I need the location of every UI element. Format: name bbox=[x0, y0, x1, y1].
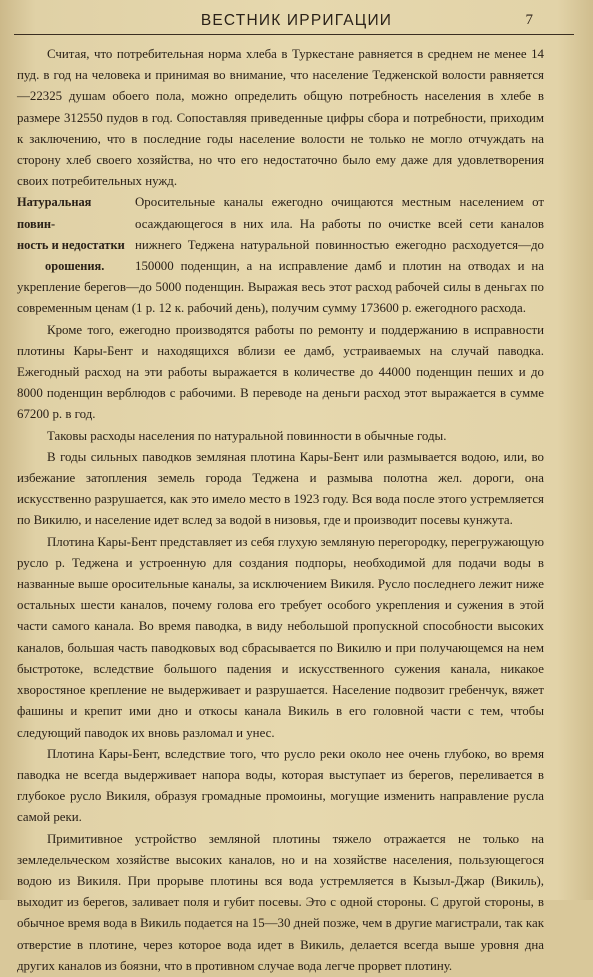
section-natural-duty bbox=[17, 192, 544, 319]
side-heading-line: орошения. bbox=[45, 259, 105, 274]
paragraph-summary-costs: Таковы расходы населения по натуральной повинности в обычные годы. bbox=[47, 428, 447, 443]
paragraph-flood-years: В годы сильных паводков земляная плотина Кары-Бент или размывается водою, или, во избежание затопления земель города Теджена и размыва полотна жел. дороги, она искусственно разрушается, как это имело место в 1923 году. Вся вода после этого устремляется по Викилю, и население идет вслед за водой в низовья, где и производит посевы кунжута. bbox=[17, 449, 544, 528]
paragraph-bread-consumption: Считая, что потребительная норма хлеба в Туркестане равняется в среднем не менее 14 пуд. в год на человека и принимая во внимание, что население Тедженской волости равняется—22325 душам обоего пола, можно определить общую потребность населения в хлебе в размере 312550 пудов в год. Сопоставляя приведенные цифры сбора и потребности, приходим к заключению, что в последние годы население волости не только не могло отчуждать на сторону хлеб своего хозяйства, но что его недостаточно было ему даже для удовлетворения своих потребительных нужд. bbox=[17, 47, 544, 189]
paragraph-canal-cleaning: Оросительные каналы ежегодно очищаются местным населением от осаждающегося в них ила. На работы по очистке всей сети каналов нижнего Теджена натуральной повинностью ежегодно расходуется—до 150000 поденщин, а на исправление дамб и плотин на отводах и на укрепление берегов—до 5000 поденщин. Выражая весь этот расход рабочей силы в деньгах по современным ценам (1 р. 12 к. рабочий день), получим сумму 173600 р. ежегодного расхода. bbox=[17, 195, 544, 316]
running-header bbox=[0, 12, 593, 34]
paragraph-primitive-dam: Примитивное устройство земляной плотины тяжело отражается не только на земледельческом хозяйстве высоких каналов, но и на хозяйстве населения, пользующегося водою из Викиля. При прорыве плотины вся вода устремляется в Кызыл-Джар (Викиль), выходит из берегов, заливает поля и губит посевы. Это с одной стороны. С другой стороны, в обычное время вода в Викиль подается на 15—30 дней позже, чем в другие магистрали, так как отверстие в плотине, через которое вода идет в Викиль, делается всегда выше уровня дна других каналов из боязни, что в противном случае вода легче прорвет плотину. bbox=[17, 831, 544, 973]
side-heading bbox=[17, 192, 131, 277]
paragraph-dam-repair: Кроме того, ежегодно производятся работы по ремонту и поддержанию в исправности плотины Кары-Бент и находящихся вблизи ее дамб, устраиваемых на случай паводка. Ежегодный расход на эти работы выражается в количестве до 44000 поденщин пеших и до 8000 поденщин верблюдов с рабочими. В переводе на деньги расход этот выражается в сумме 67200 р. в год. bbox=[17, 322, 544, 422]
journal-title: ВЕСТНИК ИРРИГАЦИИ bbox=[200, 12, 393, 29]
page-number: 7 bbox=[525, 12, 533, 28]
header-rule bbox=[14, 34, 574, 35]
paragraph-dam-overflow: Плотина Кары-Бент, вследствие того, что русло реки около нее очень глубоко, во время паводка не всегда выдерживает напора воды, которая выступает из берегов, переливается в глубокое русло Викиля, образуя громадные промоины, могущие изменить направление русла самой реки. bbox=[17, 746, 544, 825]
side-heading-line: Натуральная повин- bbox=[17, 195, 92, 231]
article-body bbox=[17, 44, 544, 977]
paragraph-dam-structure: Плотина Кары-Бент представляет из себя глухую земляную перегородку, перегружающую русло р. Теджена и устроенную для создания подпоры, необходимой для подачи воды в названные выше оросительные каналы, за исключением Викиля. Русло последнего лежит ниже остальных шести каналов, почему голова его требует особого укрепления и сужения в этой части самого канала. Во время паводка, в виду небольшой пропускной способности высоких каналов, большая часть паводковых вод сбрасывается по Викилю и при получающемся на нем быстротоке, вследствие большого падения и искусственного сужения канала, никакое хворостяное крепление не выдерживает и разрушается. Население подвозит гребенчук, вяжет фашины и крепит ими дно и откосы канала Викиль в его головной части с тем, чтобы следующий паводок их вновь разломал и унес. bbox=[17, 534, 544, 740]
side-heading-line: ность и недостатки bbox=[17, 237, 125, 252]
